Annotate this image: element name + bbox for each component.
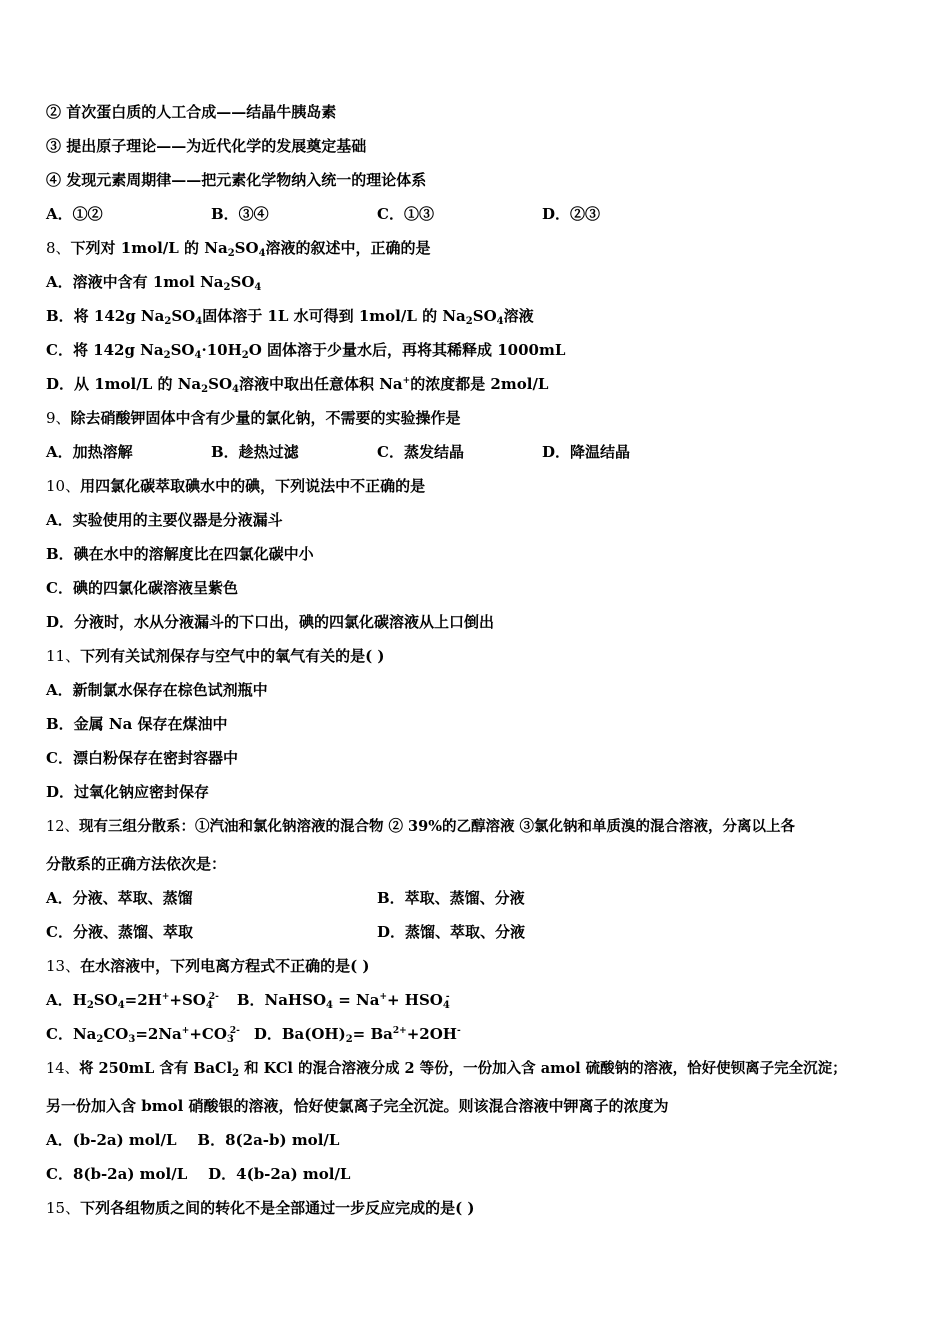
q14-stem-line2: 另一份加入含 bmol 硝酸银的溶液，恰好使氯离子完全沉淀。则该混合溶液中钾离子的浓度为 xyxy=(46,1097,669,1115)
q15-number: 15、 xyxy=(46,1199,81,1217)
q13-number: 13、 xyxy=(46,957,81,975)
q8-option-c-text: ·10H xyxy=(201,341,242,359)
q13-option-b: = Na xyxy=(332,991,380,1009)
q13-option-a: SO xyxy=(93,991,118,1009)
subscript: 2 xyxy=(232,1068,240,1079)
q8-option-d-text: D．从 1mol/L 的 Na xyxy=(46,375,202,393)
q13-option-c: =2Na xyxy=(135,1025,182,1043)
q8-option-b-text: SO xyxy=(472,307,497,325)
subscript: 3 xyxy=(226,1034,234,1045)
q7-option-d: D．②③ xyxy=(542,205,601,223)
q14-stem-text: 和 KCl 的混合溶液分成 2 等份，一份加入含 amol 硫酸钠的溶液，恰好使钡离子完全沉淀； xyxy=(239,1060,847,1077)
q13-option-a: A．H xyxy=(46,991,87,1009)
q8-stem-text: 溶液的叙述中，正确的是 xyxy=(265,239,431,257)
subscript: 2 xyxy=(164,316,172,327)
q14-options-cd: C．8(b-2a) mol/L D．4(b-2a) mol/L xyxy=(46,1165,351,1183)
q7-item-2: ② 首次蛋白质的人工合成——结晶牛胰岛素 xyxy=(46,103,337,121)
subscript: 2 xyxy=(345,1034,353,1045)
q10-stem xyxy=(46,476,425,496)
q8-stem-text: SO xyxy=(234,239,259,257)
q14-stem-text: 将 250mL 含有 BaCl xyxy=(78,1060,233,1077)
superscript: + xyxy=(402,376,411,386)
q12-stem-line2: 分散系的正确方法依次是： xyxy=(46,855,227,873)
subscript: 4 xyxy=(195,316,203,327)
subscript: 3 xyxy=(128,1034,136,1045)
q10-stem-text: 用四氯化碳萃取碘水中的碘，下列说法中不正确的是 xyxy=(80,477,426,495)
q8-option-a-text: A．溶液中含有 1mol Na xyxy=(46,273,224,291)
q7-option-b: B．③④ xyxy=(211,205,269,223)
q8-option-b xyxy=(46,306,534,326)
subscript: 2 xyxy=(465,316,473,327)
q8-option-d-text: 的浓度都是 2mol/L xyxy=(410,375,549,393)
q9-stem-text: 除去硝酸钾固体中含有少量的氯化钠，不需要的实验操作是 xyxy=(70,409,461,427)
q8-option-c-text: C．将 142g Na xyxy=(46,341,164,359)
q11-number: 11、 xyxy=(46,647,81,665)
q14-number: 14、 xyxy=(46,1061,79,1077)
q8-option-d-text: SO xyxy=(208,375,233,393)
superscript: - xyxy=(445,992,450,1002)
subscript: 2 xyxy=(96,1034,104,1045)
subscript: 4 xyxy=(205,1000,213,1011)
q12-option-d: D．蒸馏、萃取、分液 xyxy=(377,923,526,941)
q13-option-c: C．Na xyxy=(46,1025,97,1043)
subscript: 2 xyxy=(241,350,249,361)
subscript: 2 xyxy=(163,350,171,361)
q10-option-c: C．碘的四氯化碳溶液呈紫色 xyxy=(46,579,238,597)
q15-stem-text: 下列各组物质之间的转化不是全部通过一步反应完成的是( ) xyxy=(80,1199,475,1217)
q15-stem xyxy=(46,1198,475,1218)
q12-option-b: B．萃取、蒸馏、分液 xyxy=(377,889,525,907)
q11-stem xyxy=(46,646,385,666)
q8-option-c-text: SO xyxy=(170,341,195,359)
q7-item-4: ④ 发现元素周期律——把元素化学物纳入统一的理论体系 xyxy=(46,171,427,189)
q8-option-d xyxy=(46,374,548,394)
superscript: 2+ xyxy=(392,1026,407,1036)
superscript: + xyxy=(161,992,170,1002)
subscript: 2 xyxy=(86,1000,94,1011)
q7-option-a: A．①② xyxy=(46,205,103,223)
q10-option-d: D．分液时，水从分液漏斗的下口出，碘的四氯化碳溶液从上口倒出 xyxy=(46,613,495,631)
q10-option-b: B．碘在水中的溶解度比在四氯化碳中小 xyxy=(46,545,314,563)
superscript: + xyxy=(379,992,387,1002)
q13-stem xyxy=(46,956,370,976)
q9-option-b: B．趁热过滤 xyxy=(211,443,299,461)
q8-option-b-text: SO xyxy=(171,307,196,325)
q9-option-c: C．蒸发结晶 xyxy=(377,443,464,461)
q8-number: 8、 xyxy=(46,239,71,257)
q7-option-c: C．①③ xyxy=(377,205,434,223)
q12-number: 12、 xyxy=(46,819,79,835)
q14-stem xyxy=(46,1059,847,1079)
q8-option-c xyxy=(46,340,565,360)
q12-option-c: C．分液、蒸馏、萃取 xyxy=(46,923,193,941)
q8-stem xyxy=(46,238,431,258)
subscript: 2 xyxy=(227,248,235,259)
superscript: + xyxy=(181,1026,190,1036)
q11-option-d: D．过氧化钠应密封保存 xyxy=(46,783,210,801)
q13-stem-text: 在水溶液中，下列电离方程式不正确的是( ) xyxy=(80,957,370,975)
q9-number: 9、 xyxy=(46,409,71,427)
q11-option-b: B．金属 Na 保存在煤油中 xyxy=(46,715,228,733)
q8-option-a xyxy=(46,272,261,292)
q13-option-b: + HSO xyxy=(386,991,443,1009)
subscript: 4 xyxy=(258,248,266,259)
q7-item-3: ③ 提出原子理论——为近代化学的发展奠定基础 xyxy=(46,137,367,155)
q11-stem-text: 下列有关试剂保存与空气中的氧气有关的是( ) xyxy=(80,647,385,665)
subscript: 4 xyxy=(232,384,239,395)
superscript: - xyxy=(456,1026,461,1036)
q13-option-d: = Ba xyxy=(352,1025,393,1043)
q9-option-a: A．加热溶解 xyxy=(46,443,133,461)
subscript: 4 xyxy=(442,1000,450,1011)
q13-option-b: B．NaHSO xyxy=(236,991,327,1009)
subscript: 4 xyxy=(254,282,262,293)
superscript: 2- xyxy=(229,1026,240,1036)
subscript: 4 xyxy=(496,316,504,327)
q10-option-a: A．实验使用的主要仪器是分液漏斗 xyxy=(46,511,283,529)
subscript: 4 xyxy=(326,1000,333,1011)
q8-option-b-text: 固体溶于 1L 水可得到 1mol/L 的 Na xyxy=(202,307,466,325)
q13-option-d: D．Ba(OH) xyxy=(253,1025,346,1043)
q13-option-a: =2H xyxy=(124,991,162,1009)
q13-option-d: +2OH xyxy=(406,1025,457,1043)
subscript: 2 xyxy=(201,384,209,395)
q8-option-a-text: SO xyxy=(230,273,255,291)
q11-option-a: A．新制氯水保存在棕色试剂瓶中 xyxy=(46,681,268,699)
subscript: 4 xyxy=(194,350,202,361)
q8-option-d-text: 溶液中取出任意体积 Na xyxy=(239,375,403,393)
q9-option-d: D．降温结晶 xyxy=(542,443,631,461)
q12-option-a: A．分液、萃取、蒸馏 xyxy=(46,889,193,907)
q9-stem xyxy=(46,408,461,428)
q13-options-cd xyxy=(46,1024,461,1044)
q13-option-c: +CO xyxy=(189,1025,227,1043)
q12-stem xyxy=(46,817,795,837)
q8-option-b-text: 溶液 xyxy=(503,307,534,325)
q8-stem-text: 下列对 1mol/L 的 Na xyxy=(70,239,228,257)
q13-option-c: CO xyxy=(103,1025,129,1043)
q14-options-ab: A．(b-2a) mol/L B．8(2a-b) mol/L xyxy=(46,1131,340,1149)
q11-option-c: C．漂白粉保存在密封容器中 xyxy=(46,749,238,767)
q8-option-b-text: B．将 142g Na xyxy=(46,307,165,325)
q12-stem-text: 现有三组分散系：①汽油和氯化钠溶液的混合物 ② 39%的乙醇溶液 ③氯化钠和单质溴的混合溶液，分离以上各 xyxy=(78,818,796,835)
q10-number: 10、 xyxy=(46,477,81,495)
subscript: 2 xyxy=(223,282,231,293)
subscript: 4 xyxy=(117,1000,125,1011)
q13-option-a: +SO xyxy=(169,991,206,1009)
q8-option-c-text: O 固体溶于少量水后，再将其稀释成 1000mL xyxy=(248,341,566,359)
q13-options-ab xyxy=(46,990,450,1010)
superscript: 2- xyxy=(208,992,219,1002)
